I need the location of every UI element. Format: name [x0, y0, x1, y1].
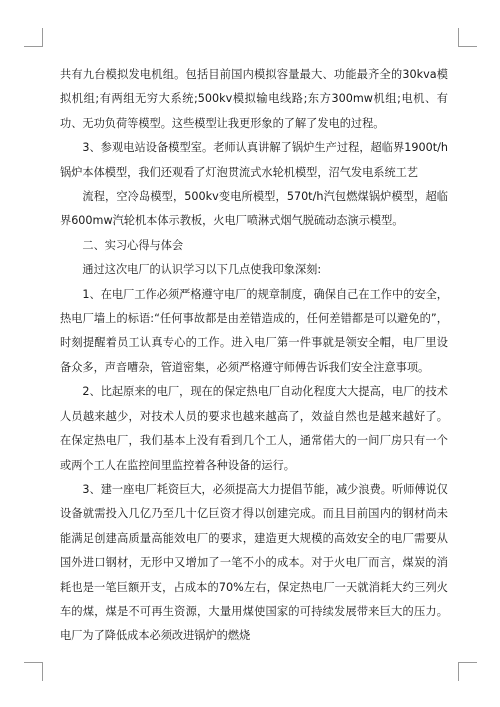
- paragraph-model-list: 流程，空冷岛模型，500kv变电所模型，570t/h汽包燃煤锅炉模型，超临界600mw汽轮机本体示教板，火电厂喷淋式烟气脱硫动态演示模型。: [60, 190, 448, 228]
- paragraph-automation: 2、比起原来的电厂，现在的保定热电厂自动化程度大大提高，电厂的技术人员越来越少，对技术人员的要求也越来越高了，效益自然也是越来越好了。在保定热电厂，我们基本上没有看到几个工人，通常偌大的一间厂房只有一个或两个工人在监控间里监控着各种设备的运行。: [60, 385, 448, 472]
- paragraph-safety-rules: 1、在电厂工作必须严格遵守电厂的规章制度，确保自己在工作中的安全，热电厂墙上的标语:“任何事故都是由差错造成的，任何差错都是可以避免的”，时刻提醒着员工认真专心的工作。进入电厂第一件事就是领安全帽，电厂里设备众多，声音嘈杂，管道密集，必须严格遵守师傅告诉我们安全注意事项。: [60, 287, 448, 374]
- paragraph-generator-sets: 共有九台模拟发电机组。包括目前国内模拟容量最大、功能最齐全的30kva模拟机组;有两组无穷大系统;500kv模拟输电线路;东方300mw机组;电机、有功、无功负荷等模型。这些模型让我更形象的了解了发电的过程。: [60, 68, 448, 130]
- crop-mark-top-right: [458, 28, 477, 47]
- paragraph-cost-and-energy: 3、建一座电厂耗资巨大，必须提高大力提倡节能，减少浪费。听师傅说仅设备就需投入几亿乃至几十亿巨资才得以创建完成。而且目前国内的钢材尚未能满足创建高质量高能效电厂的要求，建造更大规模的高效安全的电厂需要从国外进口钢材，无形中又增加了一笔不小的成本。对于火电厂而言，煤炭的消耗也是一笔巨额开支，占成本的70%左右，保定热电厂一天就消耗大约三列火车的煤，煤是不可再生资源，大量用煤使国家的可持续发展带来巨大的压力。电厂为了降低成本必须改进锅炉的燃烧: [60, 482, 448, 643]
- section-heading-reflections: 二、实习心得与体会: [82, 238, 184, 252]
- paragraph-intro-impressions: 通过这次电厂的认识学习以下几点使我印象深刻:: [82, 263, 322, 277]
- crop-mark-bottom-left: [24, 662, 43, 681]
- paragraph-model-room-visit: 3、参观电站设备模型室。老师认真讲解了锅炉生产过程，超临界1900t/h锅炉本体模型，我们还观看了灯泡贯流式水轮机模型，沼气发电系统工艺: [60, 141, 448, 179]
- crop-mark-top-left: [24, 28, 43, 47]
- crop-mark-bottom-right: [458, 662, 477, 681]
- document-body: [60, 63, 448, 649]
